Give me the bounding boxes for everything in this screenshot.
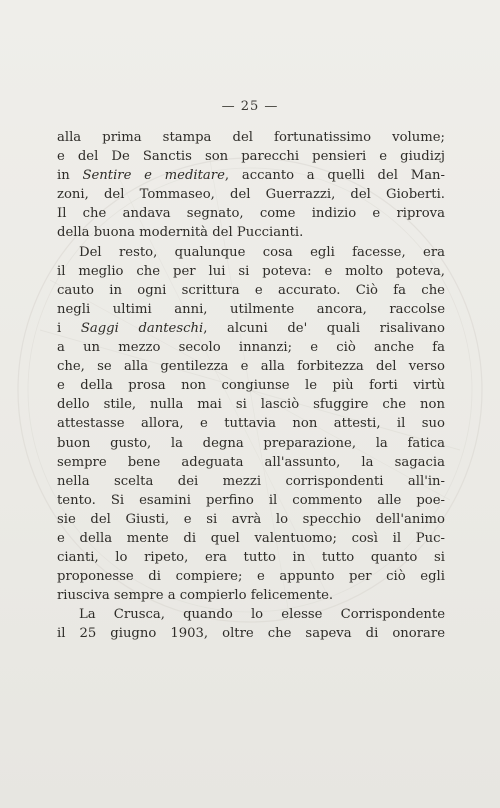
paragraph-start-line: Del resto, qualunque cosa egli facesse, era (79, 244, 445, 260)
text-line: negli ultimi anni, utilmente ancora, raccolse (57, 301, 445, 317)
text-line: riusciva sempre a compierlo felicemente. (57, 588, 334, 604)
text-line: sie del Giusti, e si avrà lo specchio dell'animo (57, 511, 445, 527)
text-line: il meglio che per lui si poteva: e molto poteva, (57, 263, 445, 279)
page-number: — 25 — (221, 99, 279, 114)
text-line: Il che andava segnato, come indizio e riprova (57, 206, 445, 222)
book-title: Saggi danteschi (80, 320, 204, 336)
text-line: cianti, lo ripeto, era tutto in tutto quanto si (57, 550, 445, 566)
text-line: alla prima stampa del fortunatissimo volume; (57, 130, 445, 145)
text-line: e della prosa non congiunse le più forti virtù (57, 378, 445, 394)
text-line: proponesse di compiere; e appunto per ciò egli (57, 569, 445, 585)
text-line: sempre bene adeguata all'assunto, la sagacia (57, 454, 445, 470)
text-line: e della mente di quel valentuomo; così il Puc- (57, 530, 445, 546)
text-line: buon gusto, la degna preparazione, la fatica (57, 435, 445, 451)
body-text (57, 128, 445, 644)
text-line: il 25 giugno 1903, oltre che sapeva di onorare (57, 626, 445, 642)
text-line: a un mezzo secolo innanzi; e ciò anche fa (57, 340, 445, 356)
text-line-italic-title (57, 166, 445, 185)
text-line: cauto in ogni scrittura e accurato. Ciò fa che (57, 282, 445, 298)
text-line: zoni, del Tommaseo, del Guerrazzi, del Gioberti. (57, 187, 445, 203)
text-line: e del De Sanctis son parecchi pensieri e giudizj (57, 149, 445, 165)
book-title: Sentire e meditare (82, 168, 225, 184)
text-line: i Saggi danteschi, alcuni de' quali risalivano (57, 320, 445, 336)
text-line: attestasse allora, e tuttavia non attesti, il suo (57, 416, 445, 432)
text-line: della buona modernità del Puccianti. (57, 225, 304, 241)
text-line: dello stile, nulla mai si lasciò sfuggire che non (57, 397, 445, 413)
paragraph-start-line: La Crusca, quando lo elesse Corrispondente (79, 607, 445, 623)
text-line: tento. Si esamini perfino il commento alle poe- (57, 492, 445, 508)
text-line: nella scelta dei mezzi corrispondenti all'in- (57, 473, 445, 489)
text-line: che, se alla gentilezza e alla forbitezza del verso (57, 359, 445, 375)
text-line: in Sentire e meditare, accanto a quelli del Man- (57, 168, 445, 184)
